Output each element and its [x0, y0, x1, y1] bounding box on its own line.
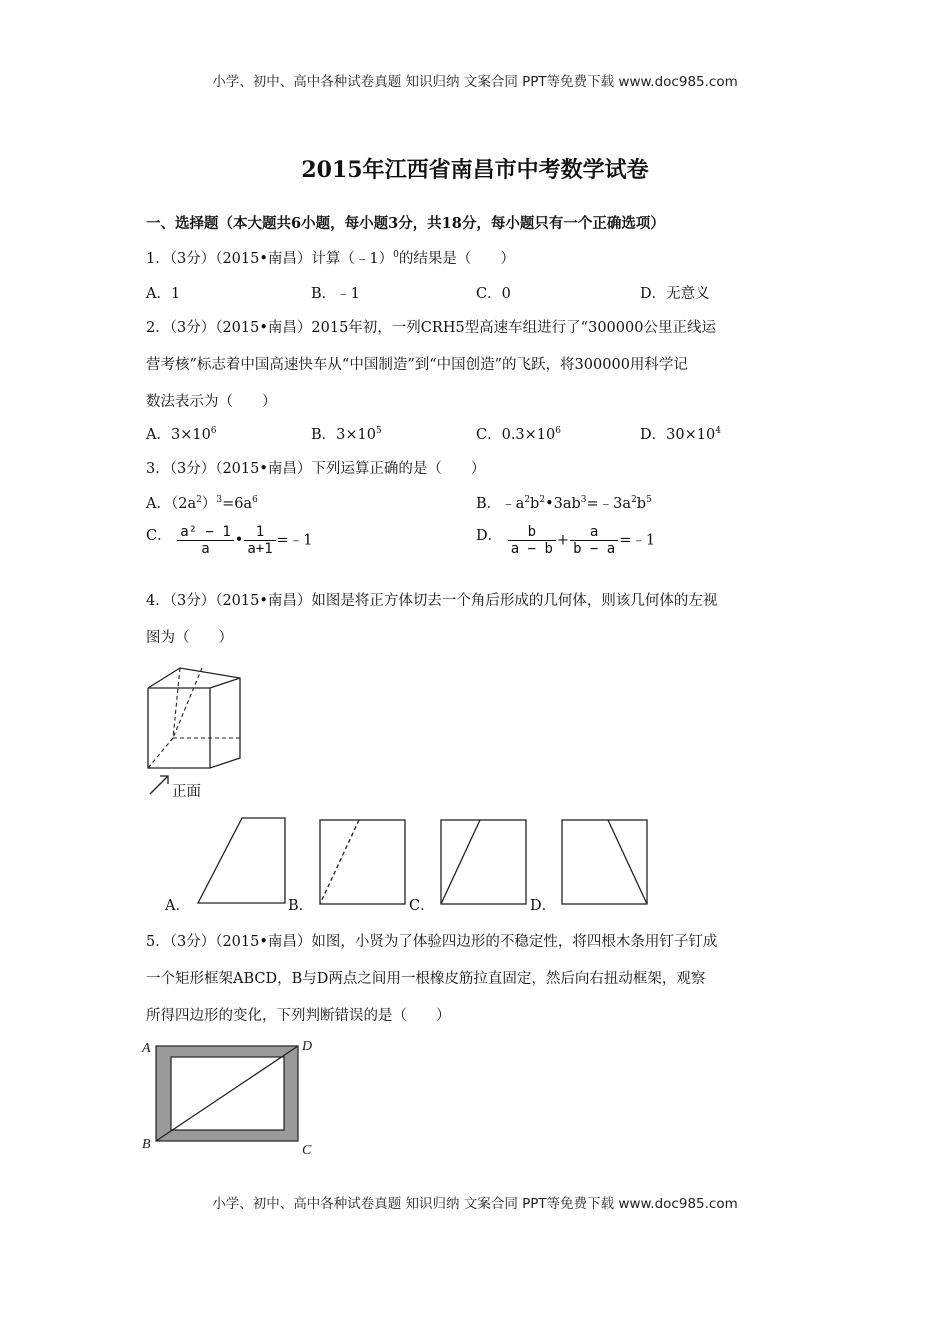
q2-option-d: D．$30\times 10^4$ — [640, 426, 721, 443]
page-header: 小学、初中、高中各种试卷真题 知识归纳 文案合同 PPT等免费下载 www.doc985.com — [212, 74, 738, 90]
q3-option-a: A．$(2a^2)^3=6a^6$ — [146, 495, 258, 512]
page-title: 2015年江西省南昌市中考数学试卷 — [301, 157, 649, 183]
q4-option-d-figure — [561, 819, 649, 905]
front-view-label: 正面 — [172, 784, 201, 800]
vertex-label-a: A — [142, 1041, 151, 1056]
q1-option-d: D．无意义 — [640, 286, 710, 302]
q4-option-b-label: B． — [288, 898, 314, 914]
question-5-line-1: 5．（3分）（2015•南昌）如图，小贤为了体验四边形的不稳定性，将四根木条用钉子钉成 — [146, 934, 718, 950]
q2-option-c: C．$0.3\times 10^6$ — [476, 426, 561, 443]
question-5-line-3: 所得四边形的变化，下列判断错误的是（ ） — [146, 1008, 451, 1024]
question-2-line-3: 数法表示为（ ） — [146, 394, 277, 410]
q3d-fraction-2: $\frac{a}{b - a}$ — [570, 524, 618, 557]
q3-option-d: D． $\frac{b}{a - b}$ + $\frac{a}{b - a}$ =﹣1 — [476, 524, 656, 557]
q1-option-c: C．0 — [476, 286, 511, 302]
q4-option-b-figure — [319, 819, 407, 905]
q3-option-c: C． $\frac{\text{a² − 1}}{a}$ • $\frac{1}{a+1}$ =﹣1 — [146, 524, 313, 557]
q3c-fraction-2: $\frac{1}{a+1}$ — [244, 524, 275, 557]
q1-option-a: A．1 — [146, 286, 181, 302]
q4-option-d-label: D． — [530, 898, 557, 914]
question-4-line-2: 图为（ ） — [146, 630, 233, 646]
question-3-stem: 3．（3分）（2015•南昌）下列运算正确的是（ ） — [146, 461, 486, 477]
vertex-label-b: B — [142, 1137, 151, 1152]
question-4-line-1: 4．（3分）（2015•南昌）如图是将正方体切去一个角后形成的几何体，则该几何体的左视 — [146, 593, 718, 609]
q4-option-c-label: C． — [409, 898, 435, 914]
vertex-label-c: C — [302, 1143, 312, 1158]
q2-option-b: B．$3\times 10^5$ — [311, 426, 382, 443]
q3c-fraction-1: $\frac{\text{a² − 1}}{a}$ — [177, 524, 234, 557]
q2-option-a: A．$3\times 10^6$ — [146, 426, 217, 443]
q1-option-b: B．﹣1 — [311, 286, 360, 302]
section-heading: 一、选择题（本大题共6小题，每小题3分，共18分，每小题只有一个正确选项） — [146, 215, 665, 232]
q3d-fraction-1: $\frac{b}{a - b}$ — [508, 524, 556, 557]
question-5-line-2: 一个矩形框架ABCD，B与D两点之间用一根橡皮筋拉直固定，然后向右扭动框架，观察 — [146, 971, 706, 987]
vertex-label-d: D — [302, 1039, 313, 1054]
cut-cube-figure — [140, 658, 250, 798]
rectangle-frame-figure — [140, 1036, 330, 1161]
q4-option-a-figure — [197, 817, 287, 905]
question-2-line-1: 2．（3分）（2015•南昌）2015年初，一列CRH5型高速车组进行了“300000公里正线运 — [146, 320, 716, 336]
q3-option-b: B．$﹣a^2b^2•3ab^3=﹣3a^2b^5$ — [476, 495, 652, 512]
q4-option-a-label: A． — [165, 898, 190, 914]
page-footer: 小学、初中、高中各种试卷真题 知识归纳 文案合同 PPT等免费下载 www.doc985.com — [212, 1196, 738, 1212]
question-2-line-2: 营考核”标志着中国高速快车从“中国制造”到“中国创造”的飞跃，将300000用科学记 — [146, 357, 688, 373]
question-1-stem: 1．（3分）（2015•南昌）计算（﹣1）$^0$的结果是（ ） — [146, 250, 515, 267]
q4-option-c-figure — [440, 819, 528, 905]
arrow-line — [150, 776, 168, 794]
